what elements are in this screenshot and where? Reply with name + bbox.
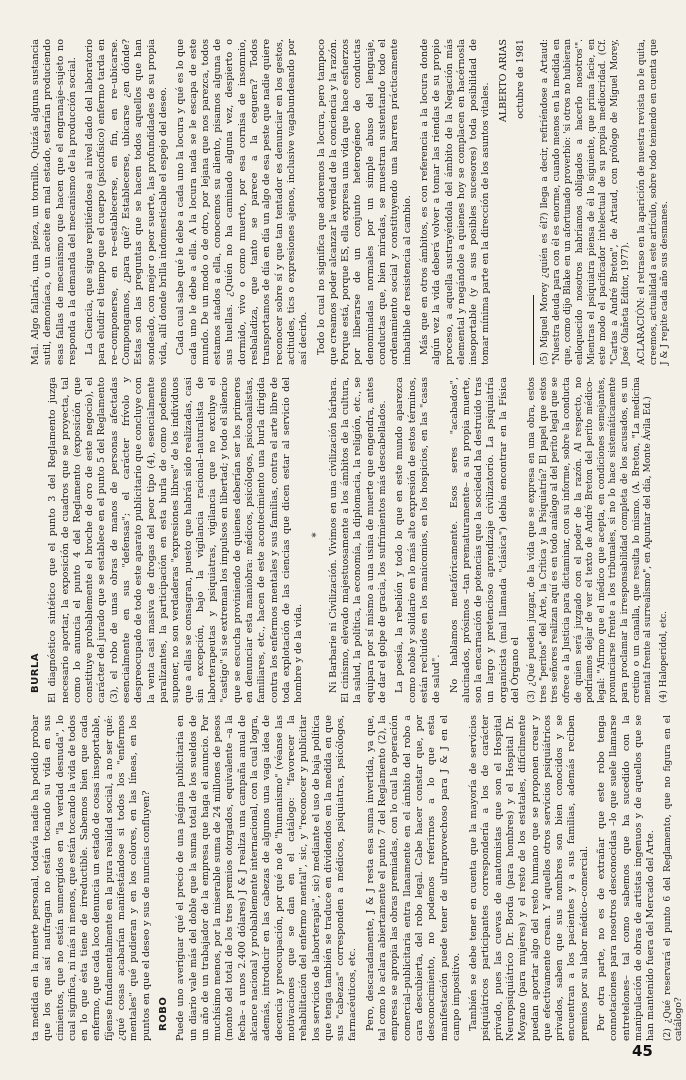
footnote-3: (3) ¿Qué pueden juzgar, de la vida que se expresa en una obra, estos tres "peritos" del Arte, la Crítica y la Psiquiatría? El papel que estos tres señores realizan aquí es en todo análogo al del perito legal que se ofrece a la Justicia para dictaminar, con su informe, sobre la conducta de quien será juzgado con el poder de la razón. Al respecto, no podríamos dejar de ver el texto de André Breton del perito médico–legal: "Afirmo que el médico que acepta, en condiciones semejantes, pronunciarse frente a los tribunales, si no lo hace sistemáticamente para proclamar la irresponsabilidad completa de los acusados, es un cretino o un canalla, que resulta lo mismo. (A. Breton, "La medicina mental frente al surrealismo", en Apuntar del día, Monte Ávila Ed.) — [527, 377, 654, 703]
col1-footnotes — [663, 715, 686, 1041]
author-signature: ALBERTO ARIAS — [497, 39, 509, 123]
signature-date: octubre de 1981 — [514, 39, 526, 119]
col2-paragraph-4: No hablamos metafóricamente. Esos seres "acabados", alucinados, prósimos –tan prematuramente– a su propia muerte, son la encarnación de potencias que la sociedad ha destruido tras un largo y pretencioso aprendizaje civilizatorio. La psiquiatría organicista (mal llamada "clásica") debía encontrar en la Física del Órgano el — [448, 377, 521, 703]
col3-paragraph-4: Todo lo cual no significa que adoremos la locura, pero tampoco que creamos poder alcanzar la verdad de la conciencia y la razón. Porque está, porque ES, ella expresa una vida que hace esfuerzos por liberarse de un conjunto heterogéneo de conductas denominadas normales por un simple abuso del lenguaje, conductas que, bien miradas, se muestran sustentando todo el ordenamiento social y constituyendo una barrera prácticamente imbatible de resistencia al cambio. — [315, 39, 413, 365]
rotated-text-field — [30, 35, 685, 1045]
page-number: 45 — [632, 1042, 653, 1060]
heading-robo: ROBO — [157, 996, 169, 1031]
column-2 — [30, 377, 669, 703]
col3-paragraph-1: Mal. Algo fallaría, una pieza, un tornillo. Quizás alguna sustancia sutil, demoníaca, o un aceite en mal estado, estarían produciendo esas fallas de mecanismo que hacen que el engranaje–sujeto no responda a la demanda del mecanismo de la producción social. — [30, 39, 78, 365]
aclaracion-note: ACLARACIÓN: el retraso en la aparición de nuestra revista no le quita, creemos, actualidad a este artículo, sobre todo teniendo en cuenta que J & J repite cada año sus desmanes. — [637, 39, 671, 365]
column-3 — [30, 39, 671, 365]
column-1 — [30, 715, 685, 1041]
col1-paragraph-1: ta medida en la muerte personal, todavía nadie ha podido probar que los que así naufragan no están tocando su vida en sus cimientos, que no están sumergidos en "la verdad desnuda", lo cual significa, ni más ni menos, que están tocando la vida de todos en lo que ésta tiene de irreductible. Sabemos bien que cada enfermo, que cada loco denuncia un estado de cosas insoportable, fíjense fundamentalmente en la pura realidad social, a no ser qué: ¿qué cosas acabarían manifestándose si todos los "enfermos mentales" qué pudieran y en los colores, en las líneas, en los puntos en que el deseo y sus de nuncias confluyen? — [30, 715, 152, 1041]
col1-paragraph-5: Por otra parte, no es de extrañar que este robo tenga connotaciones para nosotros desconocidas –lo que suele llamarse entretelones– tal como sabemos que ha sucedido con la manipulación de obras de artistas ingenuos y de aquellos que se han mantenido fuera del Mercado del Arte. — [596, 715, 657, 1041]
col2-paragraph-1: El diagnóstico sintético que el punto 3 del Reglamento juzga necesario aportar, la exposición de cuadros que se proyecta, tal como lo anuncia el punto 4 del Reglamento (exposición que constituye probablemente el broche de oro de este negocio), el carácter del jurado que se establece en el punto 5 del Reglamento (3), el robo de unas obras de manos de personas afectadas esencialmente en sus "defensas"; el carácter frívolo y despreocupado de todo este aparato publicitario que concluye con la venta casi masiva de drogas del peor tipo (4), esencialmente paralizantes, la participación en esta burla de como podemos suponer, no son verdaderas "expresiones libres" de los individuos que a ellas se consagran, puesto que habrán sido realizadas, casi sin excepción, bajo la vigilancia racional–naturalista de laborterapeutas y psiquiatras, vigilancia que no excluye el "castigo" si se extreman los impulsos en libertad; y todo el silencio que se escucha proviniendo de quienes deberían ser los primeros en denunciar esta maniobra: médicos, psicólogos, psicoanalistas, familiares, etc., hacen de este acontecimiento una burla dirigida contra los enfermos mentales y sus familias, contra el arte libre de toda explotación de las ciencias que dicen estar al servicio del hombre y de la vida. — [47, 377, 305, 703]
footnote-5: (5) Miguel Morey ¿quién es él?) llega a decir, refiriéndose a Artaud: "Nuestra deuda para con él es enorme, cuando menos en la medida en que, como dijo Blake en un afortunado proverbio: 'si otros no hubieran enloquecido nosotros habríamos obligados a hacerlo nosotros'". Mientras el psiquiatra piensa de él lo siguiente, que prima facie, en este modo el pacificador intelectual de su propia mediocridad. (Cf. "Cartas a André Breton", de Artaud, con prólogo de Miguel Morey, José Olañeta Editor, 1977). — [540, 39, 632, 365]
col2-paragraph-3: La poesía, la rebelión y todo lo que en este mundo aparezca como noble y solidario en lo más alto expresión de estos términos, están recluidos en los manicomios, en los hospicios, en las "casas de salud". — [394, 377, 443, 703]
col2-footnotes — [527, 377, 670, 703]
heading-burla: BURLA — [30, 652, 41, 693]
col3-footnotes — [540, 39, 672, 365]
col1-paragraph-3: Pero, descaradamente, J & J resta esa suma invertida, ya que, tal como lo aclara abiertamente el punto 7 del Reglamento (2), la empresa se apropia las obras premiadas, con lo cual la operación comercial–publicitaria entra llanamente en el ámbito del robo a cara descubierta, del robo legal. Cabe hacer constar que, por desconocimiento, no podemos referirnos a lo que esta manifestación puede tener de ultraprovechoso para J & J en el campo impositivo. — [364, 715, 462, 1041]
col3-paragraph-2: La Ciencia, que sigue repitiéndose al nivel dado del laboratorio para eludir el tiempo que el cuerpo (psicofísico) enfermo tarda en re–componerse, en re–establecerse, en fin, en re–ubicarse. Compongamos, ¿para qué? Establecerse, ubicarse ¿en dónde? Estas son las preguntas que se hacen todos aquellos que han sondeado, con mejor o peor suerte, las profundidades de su propia vida, allí donde brilla indomesticable el espejo del deseo. — [84, 39, 169, 365]
col2-paragraph-2: Ni Barbarie ni Civilización. Vivimos en una civilización bárbara. El cinismo, elevado majestuosamente a los ámbitos de la cultura, la salud, la política, la economía, la diplomacia, la religión, etc., se equipara por sí mismo a una usina de muerte que engendra, antes de dar el golpe de gracia, los sufrimientos más descabellados. — [327, 377, 389, 703]
col1-paragraph-2: Puede uno averiguar qué el precio de una página publicitaria en un diario vale más del doble que la suma total de los sueldos de un año de un trabajador de la empresa que haga el anuncio. Por muchísimo menos, por la miserable suma de 24 millones de pesos (monto del total de los tres premios otorgados, equivalente –a la fecha– a unos 2.400 dólares) J & J realiza una campaña anual de alcance nacional y probablemente internacional, con la cual logra, además, introducir en las cabezas de algunos una vaga idea de decencia y preocupación, por qué no de "humanismo" (véanse las motivaciones que se dan en el catálogo: "favorecer la rehabilitación del enfermo mental", sic, y "reconocer y publicitar los servicios de laborterapia", sic) mediante el uso de baja política que tenga también se traduce en dividendos en la medida en que sus "cabezas" corresponden a médicos, psiquiatras, psicólogos, farmacéuticos, etc. — [175, 715, 359, 1041]
col3-paragraph-5: Más que en otros ámbitos, es con referencia a la locura donde algún vez la vida deberá volver a tomar las riendas de su propio proceso, a aquella sustrayéndola del ámbito de la Negación más elemental y negándole a quienes hoy se complacen en hacérnosla insoportable (y a sus posibles sucesores) toda posibilidad de tomar mínima parte en la dirección de los asuntos vitales. — [418, 39, 492, 365]
col1-paragraph-4: También se debe tener en cuenta que la mayoría de servicios psiquiátricos participantes correspondería a los de carácter privado, pues las cuevas de anatomistas que son el Hospital Neuropsiquiátrico Dr. Borda (para hombres) y el Hospital Dr. Moyano (para mujeres) y el resto de los estatales, difícilmente puedan aportar algo del resto humano que se proponen crear y que efectivamente crean. Y aquellos otros servicios psiquiátricos privados, saben que sus nombres son bien conocidos y se encuentran a los pacientes y a sus familias, además reciben premios por su labor médico–comercial. — [468, 715, 590, 1041]
footnote-2: (2) ¿Qué reservará el punto 6 del Reglamento, que no figura en el catálogo? — [662, 715, 685, 1041]
footnote-divider — [533, 295, 534, 365]
footnote-4: (4) Haloperidol, etc. — [658, 610, 669, 703]
section-star: * — [310, 532, 322, 538]
col3-paragraph-3: Cada cual sabe qué le debe a cada uno la locura y qué es lo que cada uno le debe a ella. A la locura nada se le escapa de este mundo. De un modo o de otro, por lejana que nos parezca, todos estamos atados a ella, conocemos su aliento, pisamos alguna de sus huellas. ¿Quién no ha caminado alguna vez, despierto o dormido, vivo o como muerto, por esa cornisa de insomnio, resbaladiza, que tanto se parece a la ceguera? Todos transportamos de día en día un algo de esa peste que nadie quiere reconocer sobre sí y que tan tentador es denunciar en los gestos, actitudes, tics o expresiones ajenos, inclusive vagabundeando por así decirlo. — [175, 39, 310, 365]
